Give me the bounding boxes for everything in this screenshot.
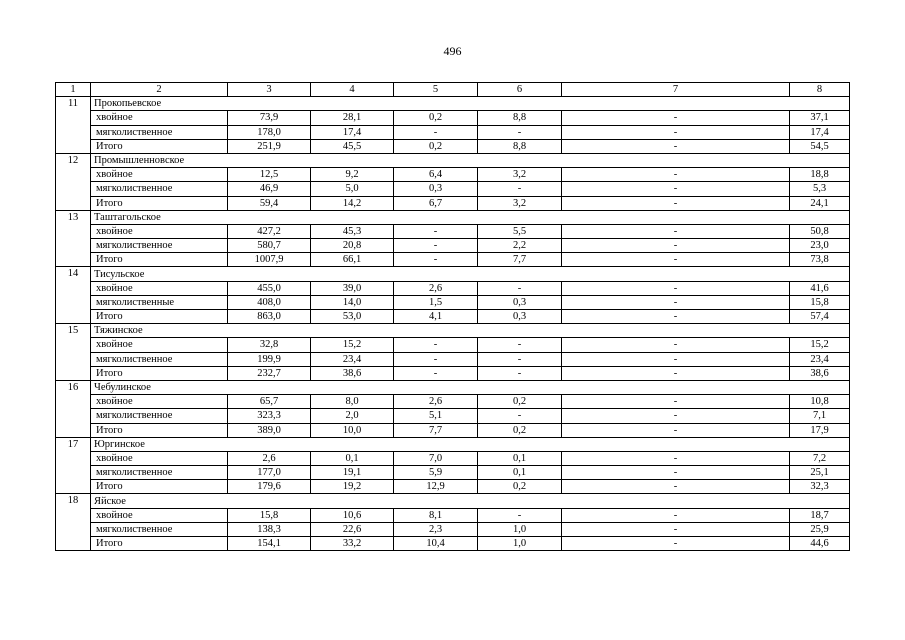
value-cell: 455,0 — [228, 281, 311, 295]
header-cell: 5 — [394, 83, 478, 97]
value-cell: - — [562, 480, 790, 494]
header-cell: 3 — [228, 83, 311, 97]
value-cell: 1,0 — [478, 537, 562, 551]
header-cell: 1 — [56, 83, 91, 97]
value-cell: - — [478, 338, 562, 352]
region-header-row — [56, 324, 850, 338]
table-row — [56, 352, 850, 366]
row-label: хвойное — [91, 395, 228, 409]
value-cell: - — [562, 352, 790, 366]
value-cell: 14,0 — [311, 295, 394, 309]
value-cell: 7,2 — [790, 451, 850, 465]
value-cell: 0,1 — [478, 451, 562, 465]
forest-data-table — [55, 82, 850, 551]
value-cell: 23,0 — [790, 239, 850, 253]
value-cell: 45,5 — [311, 139, 394, 153]
value-cell: 3,2 — [478, 168, 562, 182]
row-label: мягколиственное — [91, 466, 228, 480]
row-label: мягколиственное — [91, 182, 228, 196]
value-cell: 1,0 — [478, 522, 562, 536]
value-cell: 2,6 — [394, 281, 478, 295]
value-cell: 25,1 — [790, 466, 850, 480]
table-row — [56, 480, 850, 494]
value-cell: - — [562, 508, 790, 522]
value-cell: 32,8 — [228, 338, 311, 352]
region-name: Тисульское — [91, 267, 850, 281]
value-cell: 408,0 — [228, 295, 311, 309]
value-cell: 389,0 — [228, 423, 311, 437]
value-cell: - — [562, 224, 790, 238]
value-cell: 2,3 — [394, 522, 478, 536]
value-cell: 2,6 — [228, 451, 311, 465]
value-cell: - — [562, 125, 790, 139]
value-cell: - — [562, 310, 790, 324]
value-cell: 0,1 — [311, 451, 394, 465]
table-row — [56, 338, 850, 352]
value-cell: 3,2 — [478, 196, 562, 210]
table-row — [56, 366, 850, 380]
table-row — [56, 508, 850, 522]
region-name: Прокопьевское — [91, 97, 850, 111]
value-cell: - — [394, 253, 478, 267]
value-cell: 7,1 — [790, 409, 850, 423]
value-cell: - — [478, 352, 562, 366]
value-cell: 0,3 — [478, 310, 562, 324]
region-number: 13 — [56, 210, 91, 267]
region-name: Юргинское — [91, 437, 850, 451]
table-row — [56, 139, 850, 153]
value-cell: - — [394, 338, 478, 352]
region-number: 16 — [56, 380, 91, 437]
value-cell: - — [394, 352, 478, 366]
table-row — [56, 310, 850, 324]
value-cell: 1007,9 — [228, 253, 311, 267]
value-cell: 22,6 — [311, 522, 394, 536]
value-cell: - — [478, 366, 562, 380]
table-row — [56, 423, 850, 437]
value-cell: 53,0 — [311, 310, 394, 324]
value-cell: 178,0 — [228, 125, 311, 139]
value-cell: 57,4 — [790, 310, 850, 324]
row-label: Итого — [91, 139, 228, 153]
value-cell: 28,1 — [311, 111, 394, 125]
value-cell: 32,3 — [790, 480, 850, 494]
region-number: 14 — [56, 267, 91, 324]
region-number: 11 — [56, 97, 91, 154]
page-number: 496 — [443, 44, 462, 58]
value-cell: 323,3 — [228, 409, 311, 423]
value-cell: 0,2 — [478, 423, 562, 437]
value-cell: - — [562, 537, 790, 551]
value-cell: 15,8 — [228, 508, 311, 522]
value-cell: 177,0 — [228, 466, 311, 480]
table-row — [56, 239, 850, 253]
table-row — [56, 466, 850, 480]
value-cell: 9,2 — [311, 168, 394, 182]
value-cell: 138,3 — [228, 522, 311, 536]
value-cell: 15,2 — [311, 338, 394, 352]
value-cell: 0,2 — [478, 395, 562, 409]
row-label: Итого — [91, 423, 228, 437]
value-cell: 46,9 — [228, 182, 311, 196]
value-cell: - — [478, 125, 562, 139]
row-label: мягколиственные — [91, 295, 228, 309]
value-cell: - — [562, 451, 790, 465]
value-cell: 2,2 — [478, 239, 562, 253]
value-cell: 39,0 — [311, 281, 394, 295]
table-row — [56, 168, 850, 182]
value-cell: 54,5 — [790, 139, 850, 153]
region-header-row — [56, 437, 850, 451]
row-label: Итого — [91, 537, 228, 551]
value-cell: 0,2 — [478, 480, 562, 494]
value-cell: - — [562, 338, 790, 352]
value-cell: 59,4 — [228, 196, 311, 210]
value-cell: 6,4 — [394, 168, 478, 182]
value-cell: - — [562, 295, 790, 309]
value-cell: - — [394, 224, 478, 238]
value-cell: - — [562, 111, 790, 125]
value-cell: - — [478, 281, 562, 295]
region-number: 18 — [56, 494, 91, 551]
value-cell: 0,2 — [394, 139, 478, 153]
value-cell: 18,7 — [790, 508, 850, 522]
row-label: хвойное — [91, 281, 228, 295]
table-row — [56, 125, 850, 139]
region-name: Чебулинское — [91, 380, 850, 394]
value-cell: 8,1 — [394, 508, 478, 522]
value-cell: 10,8 — [790, 395, 850, 409]
value-cell: 2,0 — [311, 409, 394, 423]
value-cell: - — [394, 366, 478, 380]
value-cell: 23,4 — [790, 352, 850, 366]
value-cell: 7,7 — [394, 423, 478, 437]
value-cell: 41,6 — [790, 281, 850, 295]
value-cell: 7,7 — [478, 253, 562, 267]
value-cell: - — [394, 239, 478, 253]
header-cell: 4 — [311, 83, 394, 97]
row-label: мягколиственное — [91, 352, 228, 366]
value-cell: 50,8 — [790, 224, 850, 238]
region-number: 15 — [56, 324, 91, 381]
table-row — [56, 224, 850, 238]
table-row — [56, 409, 850, 423]
value-cell: 5,5 — [478, 224, 562, 238]
table-body — [56, 83, 850, 551]
value-cell: 25,9 — [790, 522, 850, 536]
value-cell: - — [478, 409, 562, 423]
value-cell: 17,4 — [790, 125, 850, 139]
value-cell: 17,9 — [790, 423, 850, 437]
table-row — [56, 395, 850, 409]
table-row — [56, 295, 850, 309]
header-cell: 6 — [478, 83, 562, 97]
value-cell: - — [562, 196, 790, 210]
value-cell: 12,9 — [394, 480, 478, 494]
value-cell: 17,4 — [311, 125, 394, 139]
region-header-row — [56, 210, 850, 224]
region-number: 12 — [56, 153, 91, 210]
value-cell: - — [562, 168, 790, 182]
value-cell: 10,6 — [311, 508, 394, 522]
value-cell: 4,1 — [394, 310, 478, 324]
value-cell: 251,9 — [228, 139, 311, 153]
value-cell: 8,0 — [311, 395, 394, 409]
row-label: хвойное — [91, 338, 228, 352]
value-cell: 1,5 — [394, 295, 478, 309]
value-cell: 73,8 — [790, 253, 850, 267]
value-cell: 199,9 — [228, 352, 311, 366]
value-cell: - — [478, 182, 562, 196]
value-cell: 8,8 — [478, 139, 562, 153]
value-cell: 73,9 — [228, 111, 311, 125]
value-cell: - — [562, 409, 790, 423]
value-cell: 15,8 — [790, 295, 850, 309]
row-label: Итого — [91, 310, 228, 324]
table-row — [56, 522, 850, 536]
value-cell: 8,8 — [478, 111, 562, 125]
value-cell: - — [478, 508, 562, 522]
value-cell: 427,2 — [228, 224, 311, 238]
value-cell: 12,5 — [228, 168, 311, 182]
value-cell: 24,1 — [790, 196, 850, 210]
value-cell: 20,8 — [311, 239, 394, 253]
value-cell: 23,4 — [311, 352, 394, 366]
table-row — [56, 451, 850, 465]
value-cell: - — [562, 239, 790, 253]
value-cell: 44,6 — [790, 537, 850, 551]
value-cell: 15,2 — [790, 338, 850, 352]
region-name: Промышленновское — [91, 153, 850, 167]
table-row — [56, 537, 850, 551]
value-cell: 5,0 — [311, 182, 394, 196]
value-cell: 38,6 — [790, 366, 850, 380]
table-row — [56, 111, 850, 125]
value-cell: 5,9 — [394, 466, 478, 480]
value-cell: 45,3 — [311, 224, 394, 238]
table-row — [56, 281, 850, 295]
region-name: Яйское — [91, 494, 850, 508]
value-cell: 19,2 — [311, 480, 394, 494]
row-label: мягколиственное — [91, 409, 228, 423]
value-cell: - — [394, 125, 478, 139]
value-cell: 33,2 — [311, 537, 394, 551]
value-cell: - — [562, 466, 790, 480]
row-label: Итого — [91, 196, 228, 210]
value-cell: - — [562, 366, 790, 380]
header-row — [56, 83, 850, 97]
value-cell: - — [562, 253, 790, 267]
row-label: мягколиственное — [91, 239, 228, 253]
value-cell: 154,1 — [228, 537, 311, 551]
value-cell: - — [562, 182, 790, 196]
region-number: 17 — [56, 437, 91, 494]
region-header-row — [56, 494, 850, 508]
header-cell: 2 — [91, 83, 228, 97]
row-label: хвойное — [91, 111, 228, 125]
header-cell: 7 — [562, 83, 790, 97]
row-label: хвойное — [91, 508, 228, 522]
value-cell: 232,7 — [228, 366, 311, 380]
region-header-row — [56, 97, 850, 111]
value-cell: 0,3 — [478, 295, 562, 309]
header-cell: 8 — [790, 83, 850, 97]
value-cell: 0,2 — [394, 111, 478, 125]
region-name: Тяжинское — [91, 324, 850, 338]
row-label: мягколиственное — [91, 125, 228, 139]
value-cell: 37,1 — [790, 111, 850, 125]
value-cell: - — [562, 395, 790, 409]
region-header-row — [56, 153, 850, 167]
value-cell: 19,1 — [311, 466, 394, 480]
row-label: хвойное — [91, 451, 228, 465]
table-row — [56, 196, 850, 210]
value-cell: 66,1 — [311, 253, 394, 267]
table-row — [56, 253, 850, 267]
region-header-row — [56, 267, 850, 281]
value-cell: 7,0 — [394, 451, 478, 465]
value-cell: 2,6 — [394, 395, 478, 409]
row-label: хвойное — [91, 224, 228, 238]
row-label: Итого — [91, 253, 228, 267]
row-label: мягколиственное — [91, 522, 228, 536]
value-cell: 580,7 — [228, 239, 311, 253]
value-cell: - — [562, 423, 790, 437]
value-cell: 179,6 — [228, 480, 311, 494]
value-cell: - — [562, 522, 790, 536]
row-label: Итого — [91, 480, 228, 494]
value-cell: 0,3 — [394, 182, 478, 196]
value-cell: 863,0 — [228, 310, 311, 324]
value-cell: - — [562, 281, 790, 295]
value-cell: - — [562, 139, 790, 153]
value-cell: 18,8 — [790, 168, 850, 182]
table-row — [56, 182, 850, 196]
value-cell: 10,0 — [311, 423, 394, 437]
row-label: хвойное — [91, 168, 228, 182]
value-cell: 5,1 — [394, 409, 478, 423]
value-cell: 65,7 — [228, 395, 311, 409]
value-cell: 14,2 — [311, 196, 394, 210]
value-cell: 5,3 — [790, 182, 850, 196]
value-cell: 0,1 — [478, 466, 562, 480]
value-cell: 6,7 — [394, 196, 478, 210]
region-name: Таштагольское — [91, 210, 850, 224]
region-header-row — [56, 380, 850, 394]
value-cell: 38,6 — [311, 366, 394, 380]
row-label: Итого — [91, 366, 228, 380]
value-cell: 10,4 — [394, 537, 478, 551]
